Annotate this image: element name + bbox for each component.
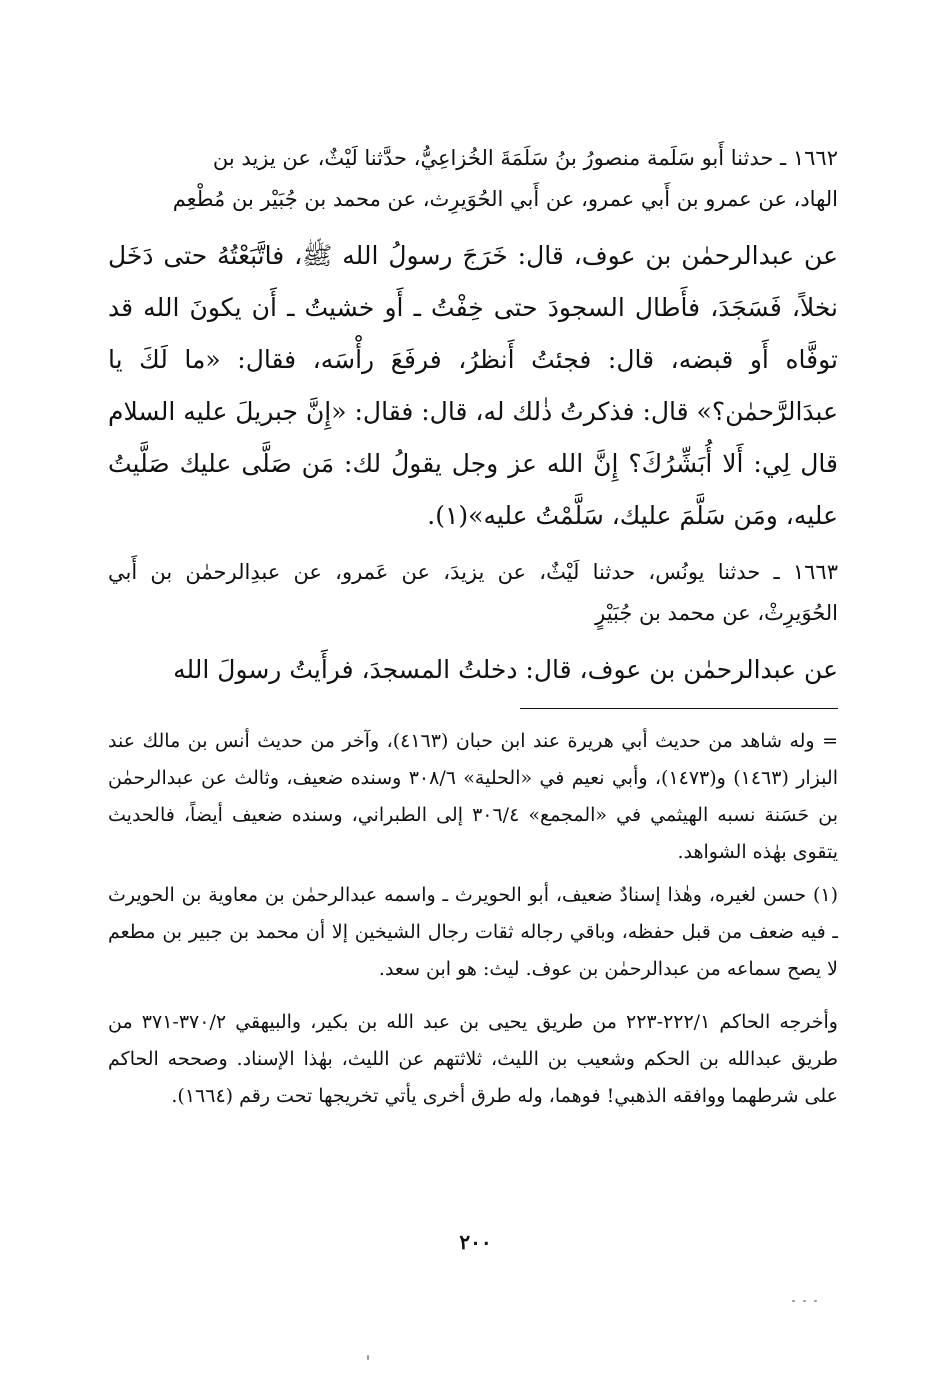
- footnote-continuation: = وله شاهد من حديث أبي هريرة عند ابن حبان (٤١٦٣)، وآخر من حديث أنس بن مالك عند البزار (١٤٦٣) و(١٤٧٣)، وأبي نعيم في «الحلية» ٣٠٨/٦ وسنده ضعيف، وثالث عن عبدالرحمٰن بن حَسَنة نسبه الهيثمي في «المجمع» ٣٠٦/٤ إلى الطبراني، وسنده ضعيف أيضاً، فالحديث يتقوى بهٰذه الشواهد.: [108, 730, 838, 863]
- hadith-1662: [108, 138, 838, 542]
- hadith-1662-matn: عن عبدالرحمٰن بن عوف، قال: خَرَجَ رسولُ الله ﷺ، فاتَّبَعْتُهُ حتى دَخَل نخلاً، فَسَجَدَ، فأَطال السجودَ حتى خِفْتُ ـ أَو خشيتُ ـ أَن يكونَ الله قد توفَّاه أَو قبضه، قال: فجئتُ أَنظرُ، فرفَعَ رأْسَه، فقال: «ما لَكَ يا عبدَالرَّحمٰن؟» قال: فذكرتُ ذٰلك له، قال: فقال: «إِنَّ جبريلَ عليه السلام قال لِي: أَلا أُبَشِّرُكَ؟ إِنَّ الله عز وجل يقولُ لك: مَن صَلَّى عليك صَلَّيتُ عليه، ومَن سَلَّمَ عليك، سَلَّمْتُ عليه»(١).: [108, 241, 838, 530]
- scan-speck: [803, 1300, 806, 1302]
- scan-speck: [367, 1355, 369, 1360]
- hadith-1662-isnad-line-2: الهاد، عن عمرو بن أَبي عمرو، عن أَبي الحُوَيرِث، عن محمد بن جُبَيْر بن مُطْعِم: [172, 187, 838, 211]
- footnote-1: (١) حسن لغيره، وهٰذا إسنادٌ ضعيف، أبو الحويرث ـ واسمه عبدالرحمٰن بن معاوية بن الحويرث ـ فيه ضعف من قبل حفظه، وباقي رجاله ثقات رجال الشيخين إلا أن محمد بن جبير بن مطعم لا يصح سماعه من عبدالرحمٰن بن عوف. ليث: هو ابن سعد.: [108, 884, 838, 980]
- hadith-1663: [108, 552, 838, 696]
- hadith-1663-matn: عن عبدالرحمٰن بن عوف، قال: دخلتُ المسجدَ، فرأَيتُ رسولَ الله: [173, 655, 838, 684]
- footnote-separator: [520, 708, 838, 709]
- footnote-1-takhrij: وأخرجه الحاكم ٢٢٢/١-٢٢٣ من طريق يحيى بن عبد الله بن بكير، والبيهقي ٣٧٠/٢-٣٧١ من طريق عبدالله بن الحكم وشعيب بن الليث، ثلاثتهم عن الليث، بهٰذا الإسناد. وصححه الحاكم على شرطهما ووافقه الذهبي! فوهما، وله طرق أخرى يأتي تخريجها تحت رقم (١٦٦٤).: [108, 1011, 838, 1107]
- hadith-1663-isnad: ١٦٦٣ ـ حدثنا يونُس، حدثنا لَيْثٌ، عن يزيدَ، عن عَمرو، عن عبدِالرحمٰن بن أَبي الحُوَيرِثْ، عن محمد بن جُبَيْرٍ: [108, 560, 838, 625]
- page-body: [108, 138, 838, 1115]
- footnotes: [108, 723, 838, 1115]
- scan-speck: [814, 1300, 817, 1302]
- page-number: ٢٠٠: [459, 1230, 492, 1254]
- scan-speck: [792, 1300, 795, 1302]
- hadith-1662-isnad-line-1: ١٦٦٢ ـ حدثنا أَبو سَلَمة منصورُ بنُ سَلَمَةَ الخُزاعِيُّ، حدَّثنا لَيْثٌ، عن يزيد بن: [212, 146, 838, 170]
